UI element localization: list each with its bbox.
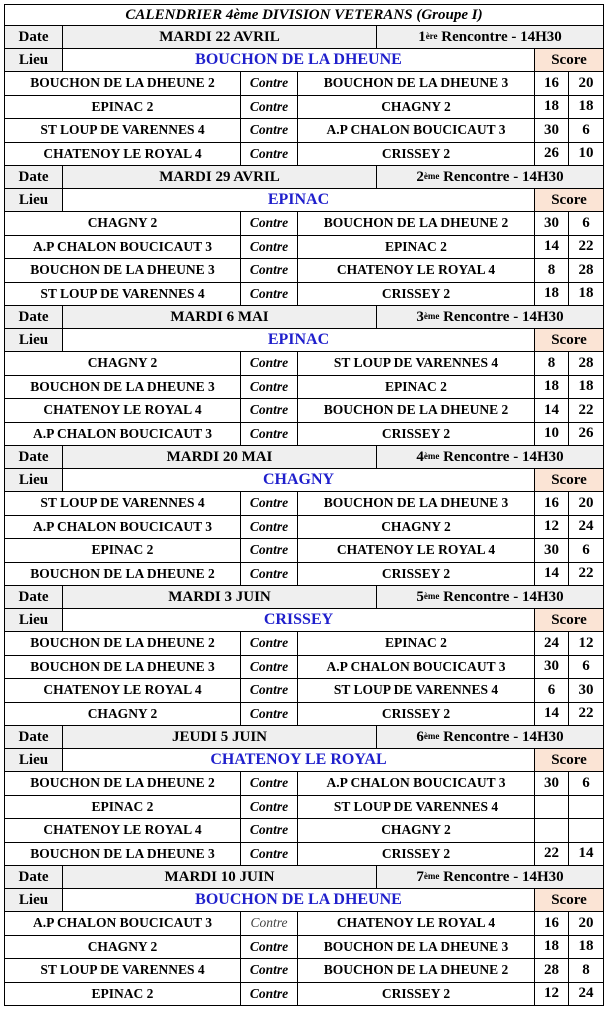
round-date-row — [4, 726, 604, 749]
match-row — [4, 843, 604, 867]
away-team: CRISSEY 2 — [298, 423, 535, 447]
home-team: CHATENOY LE ROYAL 4 — [4, 143, 241, 167]
round-date-row — [4, 166, 604, 189]
venue-name: CRISSEY — [63, 609, 535, 632]
away-score: 28 — [569, 259, 604, 283]
title-row — [4, 4, 604, 26]
away-score: 6 — [569, 772, 604, 796]
home-score: 8 — [535, 259, 569, 283]
round-number: 2 $^{ème}$ Rencontre - 14H30 — [377, 166, 604, 189]
round-ordinal: 6 — [416, 728, 424, 745]
round-ordinal: 2 — [416, 168, 424, 185]
round-date-row — [4, 26, 604, 49]
home-team: BOUCHON DE LA DHEUNE 3 — [4, 376, 241, 400]
match-row — [4, 72, 604, 96]
away-score: 14 — [569, 843, 604, 867]
away-score — [569, 819, 604, 843]
round-ordinal: 4 — [416, 448, 424, 465]
contre-label: Contre — [241, 772, 298, 796]
match-row — [4, 399, 604, 423]
home-score: 16 — [535, 912, 569, 936]
match-row — [4, 632, 604, 656]
contre-label: Contre — [241, 423, 298, 447]
round-date: MARDI 29 AVRIL — [63, 166, 377, 189]
match-row — [4, 516, 604, 540]
away-team: BOUCHON DE LA DHEUNE 2 — [298, 212, 535, 236]
round-date-row — [4, 586, 604, 609]
away-score — [569, 796, 604, 820]
away-team: CHAGNY 2 — [298, 819, 535, 843]
contre-label: Contre — [241, 376, 298, 400]
date-label: Date — [4, 166, 63, 189]
away-score: 22 — [569, 399, 604, 423]
contre-label: Contre — [241, 656, 298, 680]
lieu-label: Lieu — [4, 329, 63, 352]
home-team: ST LOUP DE VARENNES 4 — [4, 492, 241, 516]
round-number: 3 $^{ème}$ Rencontre - 14H30 — [377, 306, 604, 329]
lieu-label: Lieu — [4, 189, 63, 212]
home-score: 30 — [535, 539, 569, 563]
page-title: CALENDRIER 4ème DIVISION VETERANS (Groupe I) — [4, 4, 604, 26]
away-team: CRISSEY 2 — [298, 843, 535, 867]
round-date: MARDI 6 MAI — [63, 306, 377, 329]
score-header: Score — [535, 609, 604, 632]
contre-label: Contre — [241, 563, 298, 587]
round-venue-row — [4, 469, 604, 492]
home-team: CHAGNY 2 — [4, 703, 241, 727]
contre-label: Contre — [241, 96, 298, 120]
home-team: A.P CHALON BOUCICAUT 3 — [4, 423, 241, 447]
away-team: CHATENOY LE ROYAL 4 — [298, 539, 535, 563]
round-venue-row — [4, 189, 604, 212]
match-row — [4, 772, 604, 796]
away-score: 18 — [569, 283, 604, 307]
away-team: ST LOUP DE VARENNES 4 — [298, 796, 535, 820]
away-score: 26 — [569, 423, 604, 447]
away-team: ST LOUP DE VARENNES 4 — [298, 679, 535, 703]
away-score: 8 — [569, 959, 604, 983]
home-score: 14 — [535, 563, 569, 587]
lieu-label: Lieu — [4, 49, 63, 72]
date-label: Date — [4, 446, 63, 469]
venue-name: BOUCHON DE LA DHEUNE — [63, 889, 535, 912]
match-row — [4, 959, 604, 983]
away-team: CRISSEY 2 — [298, 983, 535, 1007]
contre-label: Contre — [241, 143, 298, 167]
home-team: CHATENOY LE ROYAL 4 — [4, 819, 241, 843]
round-date: MARDI 20 MAI — [63, 446, 377, 469]
home-score: 30 — [535, 212, 569, 236]
away-team: BOUCHON DE LA DHEUNE 3 — [298, 72, 535, 96]
match-row — [4, 143, 604, 167]
away-team: CRISSEY 2 — [298, 283, 535, 307]
round-ordinal: 5 — [416, 588, 424, 605]
away-team: CHAGNY 2 — [298, 516, 535, 540]
away-team: BOUCHON DE LA DHEUNE 3 — [298, 936, 535, 960]
home-team: EPINAC 2 — [4, 539, 241, 563]
contre-label: Contre — [241, 983, 298, 1007]
home-score: 18 — [535, 96, 569, 120]
venue-name: EPINAC — [63, 189, 535, 212]
score-header: Score — [535, 749, 604, 772]
match-row — [4, 936, 604, 960]
match-row — [4, 679, 604, 703]
home-score: 8 — [535, 352, 569, 376]
home-team: BOUCHON DE LA DHEUNE 3 — [4, 259, 241, 283]
away-team: CRISSEY 2 — [298, 703, 535, 727]
round-venue-row — [4, 49, 604, 72]
round-time: Rencontre - 14H30 — [439, 588, 564, 605]
round-time: Rencontre - 14H30 — [439, 868, 564, 885]
date-label: Date — [4, 866, 63, 889]
away-score: 20 — [569, 492, 604, 516]
score-header: Score — [535, 189, 604, 212]
home-score: 16 — [535, 72, 569, 96]
round-time: Rencontre - 14H30 — [439, 168, 564, 185]
away-score: 6 — [569, 119, 604, 143]
away-team: A.P CHALON BOUCICAUT 3 — [298, 656, 535, 680]
match-row — [4, 119, 604, 143]
home-team: CHATENOY LE ROYAL 4 — [4, 399, 241, 423]
contre-label: Contre — [241, 936, 298, 960]
away-score: 6 — [569, 212, 604, 236]
away-score: 12 — [569, 632, 604, 656]
contre-label: Contre — [241, 516, 298, 540]
contre-label: Contre — [241, 72, 298, 96]
away-team: CRISSEY 2 — [298, 143, 535, 167]
home-team: A.P CHALON BOUCICAUT 3 — [4, 516, 241, 540]
home-score: 28 — [535, 959, 569, 983]
home-score: 6 — [535, 679, 569, 703]
home-score: 14 — [535, 703, 569, 727]
away-team: A.P CHALON BOUCICAUT 3 — [298, 772, 535, 796]
home-score: 18 — [535, 936, 569, 960]
match-row — [4, 796, 604, 820]
contre-label: Contre — [241, 399, 298, 423]
contre-label: Contre — [241, 679, 298, 703]
home-score: 12 — [535, 983, 569, 1007]
venue-name: BOUCHON DE LA DHEUNE — [63, 49, 535, 72]
home-score: 16 — [535, 492, 569, 516]
match-row — [4, 283, 604, 307]
round-ordinal: 7 — [416, 868, 424, 885]
home-score: 12 — [535, 516, 569, 540]
home-score — [535, 796, 569, 820]
home-team: EPINAC 2 — [4, 796, 241, 820]
venue-name: EPINAC — [63, 329, 535, 352]
score-header: Score — [535, 49, 604, 72]
home-score: 30 — [535, 119, 569, 143]
contre-label: Contre — [241, 843, 298, 867]
round-number: 6 $^{ème}$ Rencontre - 14H30 — [377, 726, 604, 749]
match-row — [4, 236, 604, 260]
round-date: MARDI 3 JUIN — [63, 586, 377, 609]
contre-label: Contre — [241, 283, 298, 307]
contre-label: Contre — [241, 492, 298, 516]
away-team: BOUCHON DE LA DHEUNE 3 — [298, 492, 535, 516]
home-score: 26 — [535, 143, 569, 167]
match-row — [4, 96, 604, 120]
away-team: EPINAC 2 — [298, 376, 535, 400]
round-venue-row — [4, 609, 604, 632]
away-score: 20 — [569, 72, 604, 96]
lieu-label: Lieu — [4, 749, 63, 772]
home-team: BOUCHON DE LA DHEUNE 3 — [4, 843, 241, 867]
home-score: 30 — [535, 656, 569, 680]
contre-label: Contre — [241, 819, 298, 843]
venue-name: CHAGNY — [63, 469, 535, 492]
away-score: 22 — [569, 236, 604, 260]
away-score: 24 — [569, 983, 604, 1007]
home-score: 18 — [535, 283, 569, 307]
contre-label: Contre — [241, 959, 298, 983]
round-time: Rencontre - 14H30 — [439, 448, 564, 465]
match-row — [4, 539, 604, 563]
contre-label: Contre — [241, 912, 298, 936]
contre-label: Contre — [241, 796, 298, 820]
round-date-row — [4, 866, 604, 889]
home-score: 14 — [535, 236, 569, 260]
date-label: Date — [4, 726, 63, 749]
away-score: 18 — [569, 376, 604, 400]
match-row — [4, 703, 604, 727]
away-team: EPINAC 2 — [298, 632, 535, 656]
lieu-label: Lieu — [4, 609, 63, 632]
match-row — [4, 423, 604, 447]
round-venue-row — [4, 749, 604, 772]
contre-label: Contre — [241, 212, 298, 236]
date-label: Date — [4, 306, 63, 329]
date-label: Date — [4, 26, 63, 49]
lieu-label: Lieu — [4, 469, 63, 492]
match-row — [4, 492, 604, 516]
round-number: 4 $^{ème}$ Rencontre - 14H30 — [377, 446, 604, 469]
round-number: 7 $^{ème}$ Rencontre - 14H30 — [377, 866, 604, 889]
score-header: Score — [535, 889, 604, 912]
away-team: EPINAC 2 — [298, 236, 535, 260]
home-team: BOUCHON DE LA DHEUNE 2 — [4, 772, 241, 796]
match-row — [4, 819, 604, 843]
away-score: 24 — [569, 516, 604, 540]
home-team: CHAGNY 2 — [4, 352, 241, 376]
home-team: BOUCHON DE LA DHEUNE 2 — [4, 632, 241, 656]
round-time: Rencontre - 14H30 — [439, 308, 564, 325]
home-team: ST LOUP DE VARENNES 4 — [4, 959, 241, 983]
away-score: 10 — [569, 143, 604, 167]
round-date-row — [4, 446, 604, 469]
home-team: A.P CHALON BOUCICAUT 3 — [4, 912, 241, 936]
away-score: 22 — [569, 563, 604, 587]
score-header: Score — [535, 329, 604, 352]
round-time: Rencontre - 14H30 — [439, 728, 564, 745]
home-team: BOUCHON DE LA DHEUNE 2 — [4, 563, 241, 587]
contre-label: Contre — [241, 632, 298, 656]
away-team: CHATENOY LE ROYAL 4 — [298, 912, 535, 936]
match-row — [4, 983, 604, 1007]
away-team: CRISSEY 2 — [298, 563, 535, 587]
away-score: 6 — [569, 539, 604, 563]
home-team: CHATENOY LE ROYAL 4 — [4, 679, 241, 703]
home-team: BOUCHON DE LA DHEUNE 3 — [4, 656, 241, 680]
away-team: CHATENOY LE ROYAL 4 — [298, 259, 535, 283]
away-team: A.P CHALON BOUCICAUT 3 — [298, 119, 535, 143]
away-score: 20 — [569, 912, 604, 936]
round-date: MARDI 22 AVRIL — [63, 26, 377, 49]
home-team: ST LOUP DE VARENNES 4 — [4, 119, 241, 143]
away-score: 18 — [569, 96, 604, 120]
away-score: 18 — [569, 936, 604, 960]
home-score: 10 — [535, 423, 569, 447]
lieu-label: Lieu — [4, 889, 63, 912]
contre-label: Contre — [241, 352, 298, 376]
date-label: Date — [4, 586, 63, 609]
home-team: EPINAC 2 — [4, 983, 241, 1007]
round-ordinal: 1 — [418, 28, 426, 45]
round-ordinal: 3 — [416, 308, 424, 325]
away-team: CHAGNY 2 — [298, 96, 535, 120]
round-number: 5 $^{ème}$ Rencontre - 14H30 — [377, 586, 604, 609]
match-row — [4, 912, 604, 936]
away-team: BOUCHON DE LA DHEUNE 2 — [298, 959, 535, 983]
contre-label: Contre — [241, 703, 298, 727]
away-score: 6 — [569, 656, 604, 680]
round-date: MARDI 10 JUIN — [63, 866, 377, 889]
home-team: CHAGNY 2 — [4, 936, 241, 960]
home-score: 14 — [535, 399, 569, 423]
home-score: 30 — [535, 772, 569, 796]
away-score: 28 — [569, 352, 604, 376]
home-score: 24 — [535, 632, 569, 656]
match-row — [4, 656, 604, 680]
away-team: ST LOUP DE VARENNES 4 — [298, 352, 535, 376]
home-score — [535, 819, 569, 843]
home-score: 18 — [535, 376, 569, 400]
score-header: Score — [535, 469, 604, 492]
match-row — [4, 352, 604, 376]
contre-label: Contre — [241, 539, 298, 563]
match-row — [4, 212, 604, 236]
home-team: BOUCHON DE LA DHEUNE 2 — [4, 72, 241, 96]
home-score: 22 — [535, 843, 569, 867]
contre-label: Contre — [241, 259, 298, 283]
home-team: EPINAC 2 — [4, 96, 241, 120]
round-date-row — [4, 306, 604, 329]
home-team: A.P CHALON BOUCICAUT 3 — [4, 236, 241, 260]
venue-name: CHATENOY LE ROYAL — [63, 749, 535, 772]
home-team: CHAGNY 2 — [4, 212, 241, 236]
match-row — [4, 563, 604, 587]
round-number: 1 $^{ère}$ Rencontre - 14H30 — [377, 26, 604, 49]
away-team: BOUCHON DE LA DHEUNE 2 — [298, 399, 535, 423]
contre-label: Contre — [241, 236, 298, 260]
home-team: ST LOUP DE VARENNES 4 — [4, 283, 241, 307]
round-time: Rencontre - 14H30 — [437, 28, 562, 45]
match-row — [4, 376, 604, 400]
round-venue-row — [4, 329, 604, 352]
contre-label: Contre — [241, 119, 298, 143]
round-date: JEUDI 5 JUIN — [63, 726, 377, 749]
match-row — [4, 259, 604, 283]
round-venue-row — [4, 889, 604, 912]
away-score: 30 — [569, 679, 604, 703]
away-score: 22 — [569, 703, 604, 727]
